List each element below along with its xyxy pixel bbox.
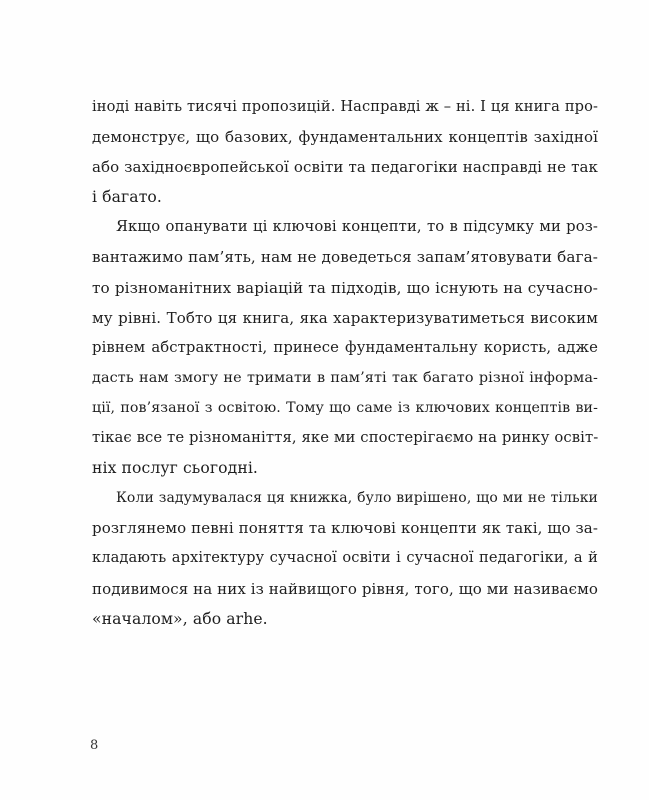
text-line: рівнем абстрактності, принесе фундаментальну користь, адже	[92, 338, 598, 356]
text-line: «началом», або arhe.	[92, 609, 268, 628]
text-line: розглянемо певні поняття та ключові концепти як такі, що за-	[92, 519, 598, 538]
paragraph-3	[92, 483, 598, 633]
text-line: ніх послуг сьогодні.	[92, 459, 258, 478]
text-line: і багато.	[92, 188, 162, 207]
paragraph-1	[92, 92, 598, 212]
text-line: вантажимо пам’ять, нам не доведеться запам’ятовувати бага-	[92, 248, 598, 267]
text-line: му рівні. Тобто ця книга, яка характеризуватиметься високим	[92, 308, 598, 327]
text-line: ції, пов’язаної з освітою. Тому що саме із ключових концептів ви-	[92, 399, 598, 416]
text-line: іноді навіть тисячі пропозицій. Насправді ж – ні. І ця книга про-	[92, 98, 598, 115]
body-text	[92, 92, 598, 634]
text-line: Якщо опанувати ці ключові концепти, то в підсумку ми роз-	[116, 218, 598, 236]
text-line: Коли задумувалася ця книжка, було вирішено, що ми не тільки	[116, 490, 598, 507]
text-line: тікає все те різноманіття, яке ми спостерігаємо на ринку освіт-	[92, 429, 599, 447]
page-number: 8	[90, 738, 99, 753]
paragraph-2	[92, 212, 598, 483]
text-line: демонструє, що базових, фундаментальних концептів західної	[92, 128, 598, 147]
text-line: подивимося на них із найвищого рівня, того, що ми називаємо	[92, 579, 599, 598]
text-line: дасть нам змогу не тримати в пам’яті так багато різної інформа-	[92, 369, 598, 386]
text-line: або західноєвропейської освіти та педагогіки насправді не так	[92, 158, 598, 177]
text-line: то різноманітних варіацій та підходів, що існують на сучасно-	[92, 278, 598, 297]
text-line: кладають архітектуру сучасної освіти і сучасної педагогіки, а й	[92, 549, 598, 567]
